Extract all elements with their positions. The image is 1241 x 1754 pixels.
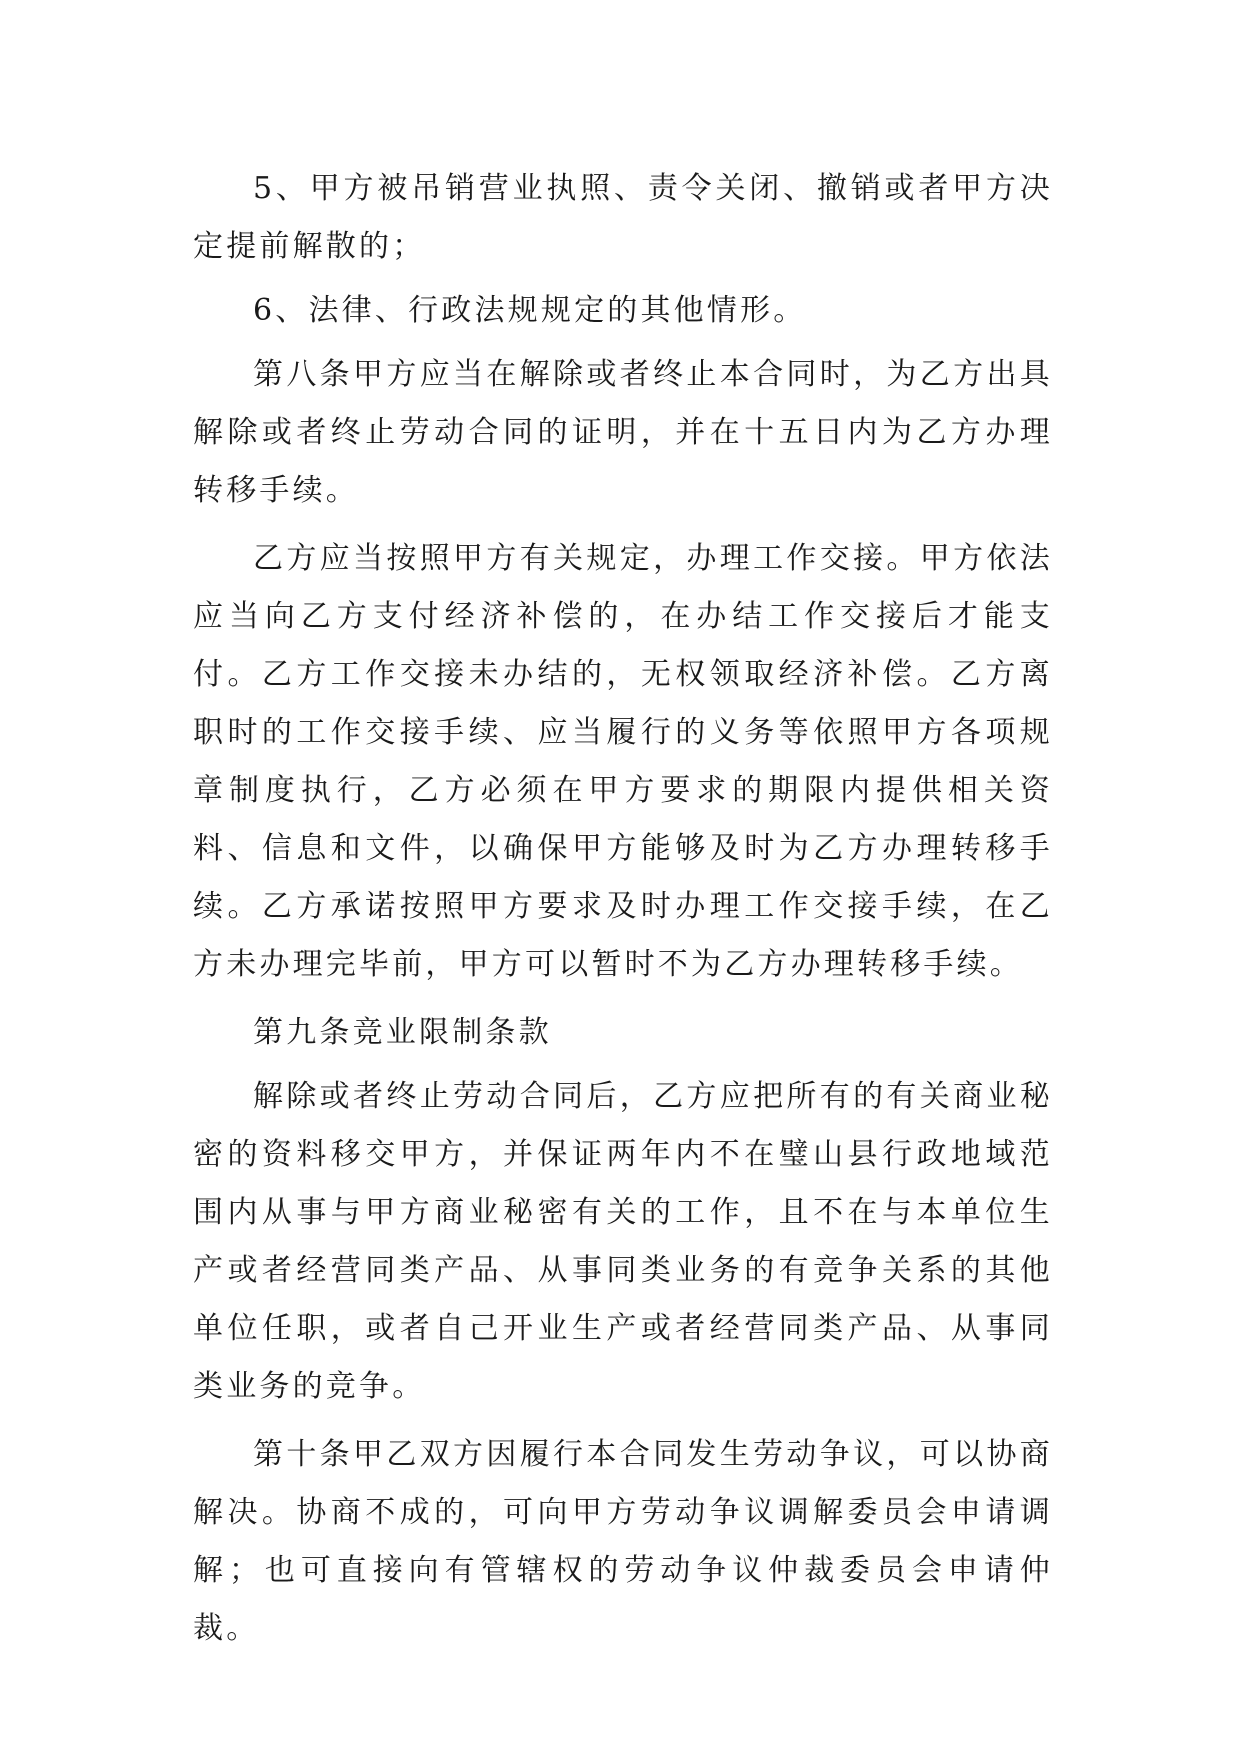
paragraph-article-10: 第十条甲乙双方因履行本合同发生劳动争议，可以协商解决。协商不成的，可向甲方劳动争议调解委员会申请调解；也可直接向有管辖权的劳动争议仲裁委员会申请仲裁。	[193, 1437, 1053, 1646]
paragraph-item-5: 5、甲方被吊销营业执照、责令关闭、撤销或者甲方决定提前解散的；	[193, 171, 1053, 264]
paragraph-item-6: 6、法律、行政法规规定的其他情形。	[253, 293, 807, 328]
paragraph-handover: 乙方应当按照甲方有关规定，办理工作交接。甲方依法应当向乙方支付经济补偿的，在办结工作交接后才能支付。乙方工作交接未办结的，无权领取经济补偿。乙方离职时的工作交接手续、应当履行的义务等依照甲方各项规章制度执行，乙方必须在甲方要求的期限内提供相关资料、信息和文件，以确保甲方能够及时为乙方办理转移手续。乙方承诺按照甲方要求及时办理工作交接手续，在乙方未办理完毕前，甲方可以暂时不为乙方办理转移手续。	[193, 541, 1053, 982]
paragraph-article-9-heading: 第九条竞业限制条款	[253, 1015, 552, 1050]
document-body	[193, 160, 1053, 1668]
paragraph-non-compete: 解除或者终止劳动合同后，乙方应把所有的有关商业秘密的资料移交甲方，并保证两年内不在璧山县行政地域范围内从事与甲方商业秘密有关的工作，且不在与本单位生产或者经营同类产品、从事同类业务的有竞争关系的其他单位任职，或者自己开业生产或者经营同类产品、从事同类业务的竞争。	[193, 1079, 1053, 1404]
paragraph-article-8: 第八条甲方应当在解除或者终止本合同时，为乙方出具解除或者终止劳动合同的证明，并在十五日内为乙方办理转移手续。	[193, 357, 1053, 508]
